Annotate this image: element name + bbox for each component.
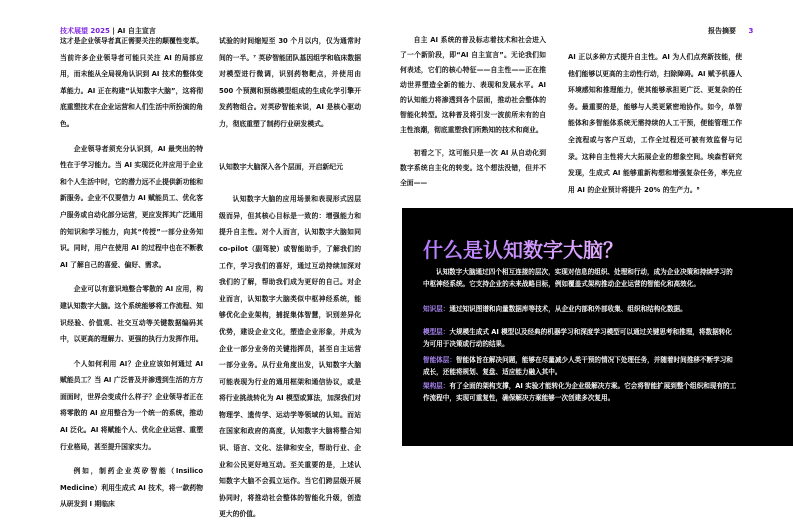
layer-text: 通过知识图谱和向量数据库等技术，从企业内部和外部收集、组织和结构化数据。 <box>449 305 687 313</box>
paragraph: 初看之下，这可能只是一次 AI 从自动化到数字系统自主化的转变。这个想法没错，但并不全面—— <box>400 149 546 187</box>
header-separator: | <box>112 27 115 35</box>
page-number: 3 <box>748 27 754 35</box>
layer-label: 智能体层： <box>423 356 456 364</box>
layer-agent <box>423 354 738 378</box>
layer-knowledge <box>423 303 738 315</box>
column-4 <box>568 33 742 206</box>
layer-text: 智能体旨在解决问题，能够在尽量减少人类干预的情况下处理任务，并随着时间推移不断学习和成长，还能将规划、复盘、适应能力融入其中。 <box>423 356 733 376</box>
layer-label: 架构层： <box>423 382 450 390</box>
layer-architecture <box>423 380 738 404</box>
column-2 <box>219 33 361 531</box>
subheading: 认知数字大脑深入各个层面，开启新纪元 <box>219 162 344 171</box>
layer-label: 知识层： <box>423 305 450 313</box>
paragraph: 企业领导者须充分认识到，AI 最突出的特性在于学习能力。当 AI 实现泛化并应用于企业和个人生活中时，它的潜力远不止提供新功能和新服务。企业不仅要借力 AI 赋能员工、优化客户服务或自动化部分运营，更应发挥其广泛通用的知识和学习能力，向其“传授”一部分业务知识。同时，用户在使用 AI 的过程中也在不断教 AI 了解自己的喜爱、偏好、需求。 <box>60 144 203 269</box>
callout-box <box>402 208 793 446</box>
layer-model <box>423 326 738 350</box>
paragraph: 例如，制药企业英矽智能（Insilico Medicine）利用生成式 AI 技术，将一款药物从研发到 I 期临床 <box>60 467 203 509</box>
section-label: 报告摘要 <box>708 27 736 35</box>
report-title: 技术展望 2025 <box>60 27 110 35</box>
section-title: AI 自主宣言 <box>117 27 156 35</box>
paragraph: 企业可以有意识地整合零散的 AI 应用，构建认知数字大脑。这个系统能够将工作流程、知识经验、价值观、社交互动等关键数据编码其中，以更高的理解力、更强的执行力发挥作用。 <box>60 285 203 344</box>
callout-intro: 认知数字大脑通过四个相互连接的层次，实现对信息的组织、处理和行动，成为企业决策和持续学习的中枢神经系统。它支持企业的未来战略目标，例如覆盖式架构推动企业运营的智能化和高效化。 <box>423 268 733 288</box>
layer-text: 有了全面的架构支撑，AI 实验才能转化为企业级解决方案。它会将智能扩展到整个组织和现有的工作流程中，实现可重复性，确保解决方案能够一次创建多次复用。 <box>423 382 737 402</box>
column-1 <box>60 33 203 521</box>
callout-title: 什么是认知数字大脑？ <box>423 234 623 263</box>
layer-label: 模型层： <box>423 328 450 336</box>
paragraph: AI 正以多种方式提升自主性。AI 为人们点亮新技能，使他们能够以更高的主动性行动，扫除障碍。AI 赋予机器人环境感知和推理能力，使其能够承担更广泛、更复杂的任务。最重要的是，能够与人类更紧密地协作。如今，单智能体和多智能体系统无需持续的人工干预，便能管理工作全流程或与客户互动，工作全过程还可被有效监督与记录。这种自主性将大大拓展企业的想象空间。埃森哲研究发现，生成式 AI 能够重新构想和增强复杂任务，率先应用 AI 的企业预计将提升 20% 的生产力。⁸ <box>568 53 742 194</box>
column-3 <box>400 33 546 199</box>
layer-text: 大规模生成式 AI 模型以及经典的机器学习和深度学习模型可以通过关键思考和推理，将数据转化为可用于决策或行动的结果。 <box>423 328 732 348</box>
paragraph: 自主 AI 系统的普及标志着技术和社会进入了一个新阶段，即“AI 自主宣言”。无论我们如何表述，它们的核心特征——自主性——正在推动世界塑造全新的能力、表现和发展水平。AI 的认知能力将渗透到各个层面，推动社会整体的智能化转型。这种普及将引发一波前所未有的自主性浪潮，彻底重塑我们所熟知的技术和商业。 <box>400 36 546 134</box>
paragraph: 认知数字大脑的应用场景和表现形式因层级而异，但其核心目标是一致的：增强能力和提升自主性。对个人而言，认知数字大脑如同 co-pilot（副驾驶）或智能助手，了解我们的工作，学习我们的喜好，通过互动持续加深对我们的了解，帮助我们成为更好的自己。对企业而言，认知数字大脑类似中枢神经系统，能够优化企业架构，捕捉集体智慧，识别差异化优势，建设企业文化，塑造企业形象，并成为企业一部分业务的关键指挥员，甚至自主运营一部分业务。从行业角度出发，认知数字大脑可能表现为行业的通用框架和通信协议，或是将行业挑战转化为 AI 模型或算法，加深我们对物理学、遗传学、运动学等领域的认知。而站在国家和政府的高度，认知数字大脑将整合知识、语言、文化、法律和安全，帮助行业、企业和公民更好地互动。至关重要的是，上述认知数字大脑不会孤立运作。当它们跨层级开展协同时，将推动社会整体的智能化升级，创造更大的价值。 <box>219 195 361 519</box>
paragraph: 个人如何利用 AI？企业应该如何通过 AI 赋能员工？当 AI 广泛普及并渗透到生活的方方面面时，世界会变成什么样子？企业领导者正在将零散的 AI 应用整合为一个统一的系统，推动 AI 泛化。AI 将赋能个人、优化企业运营、重塑行业格局，甚至提升国家实力。 <box>60 359 203 451</box>
paragraph: 试验的时间缩短至 30 个月以内，仅为通常时间的一半。⁷ 英矽智能团队基因组学和临床数据对模型进行微调，识别药物靶点，并使用由 500 个预测和预练模型组成的生成化学引擎开发药物组合。对英矽智能来说，AI 是核心驱动力，彻底重塑了制药行业研发模式。 <box>219 37 361 128</box>
paragraph: 这才是企业领导者真正需要关注的颠覆性变革。当前许多企业领导者可能只关注 AI 的局部应用，而未能从全局视角认识到 AI 技术的整体变革能力。AI 正在构建“认知数字大脑”，这将彻底重塑技术在企业运营和人们生活中所扮演的角色。 <box>60 37 203 128</box>
